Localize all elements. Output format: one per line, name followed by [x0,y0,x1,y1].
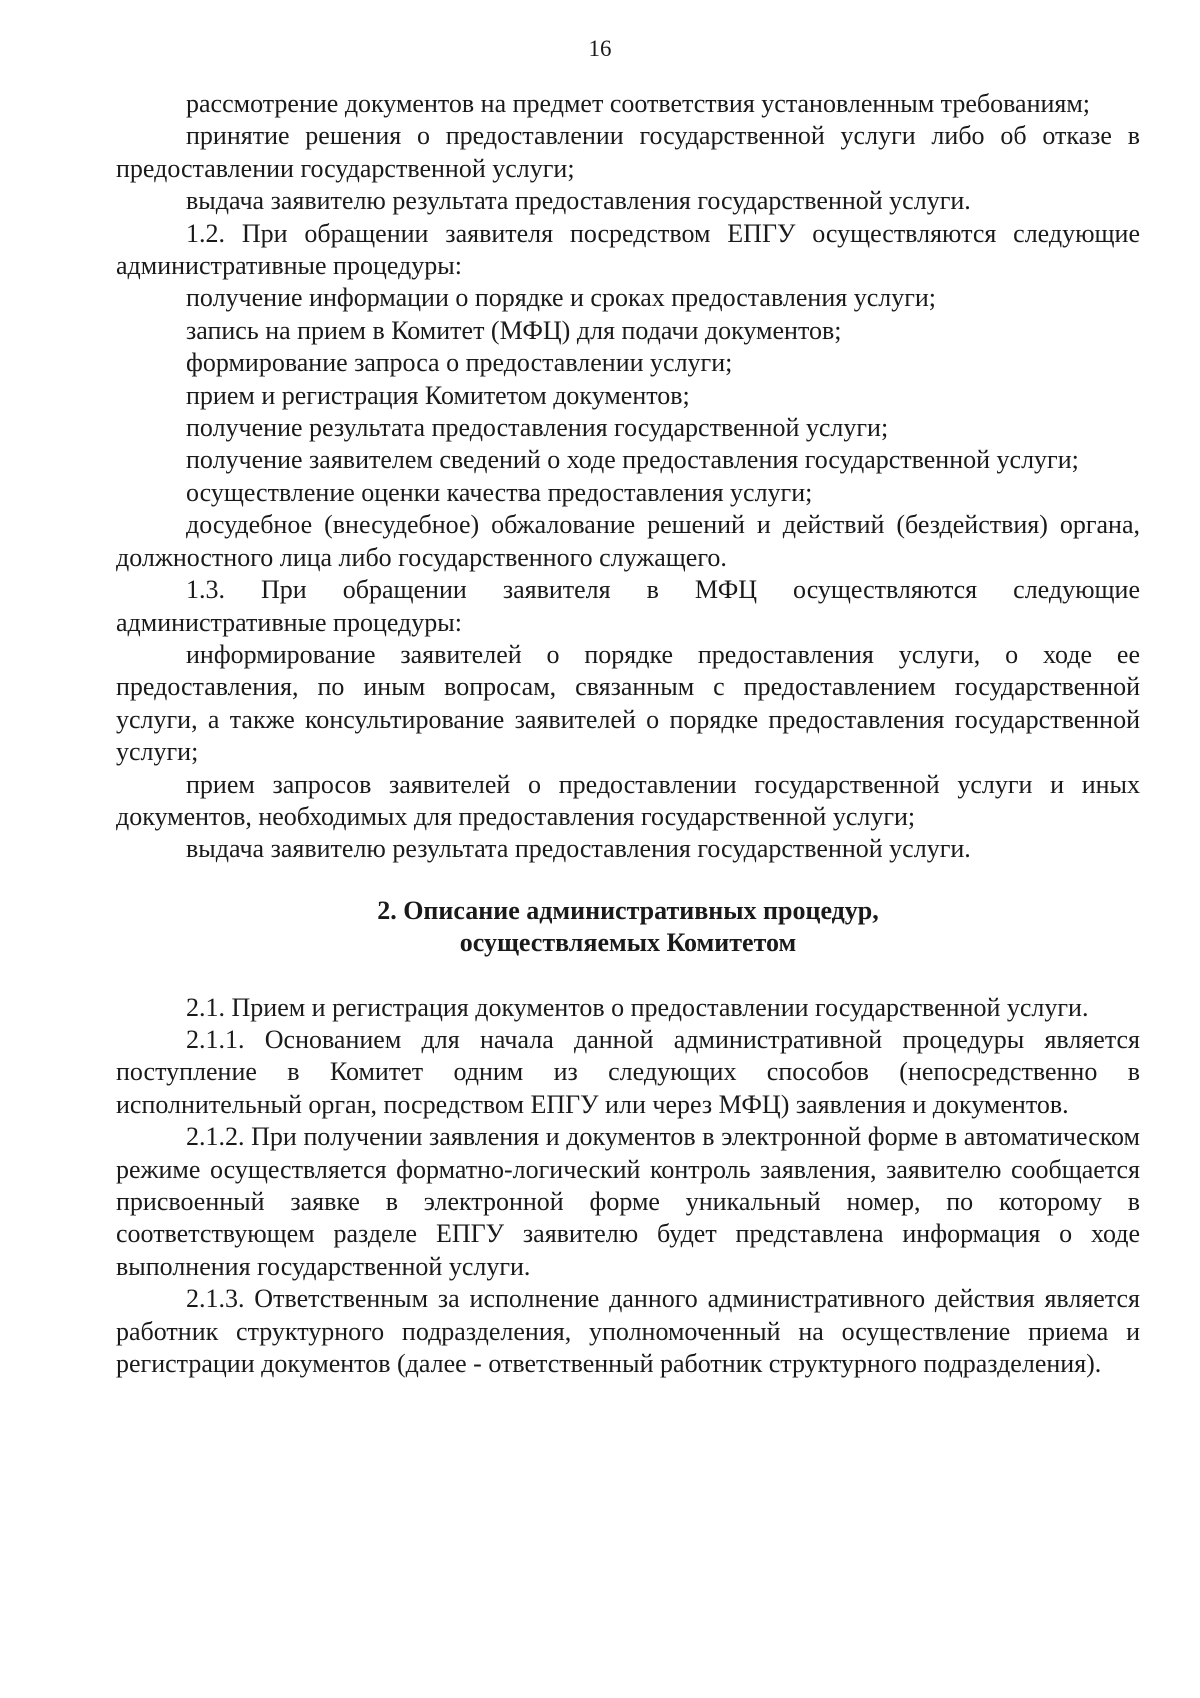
paragraph: запись на прием в Комитет (МФЦ) для подачи документов; [186,315,842,345]
paragraph: 2.1.1. Основанием для начала данной административной процедуры является поступление в Комитет одним из следующих способов (непосредственно в исполнительный орган, посредством ЕПГУ или через МФЦ) заявления и документов. [116,1024,1140,1119]
paragraph: выдача заявителю результата предоставления государственной услуги. [186,186,971,216]
section-heading-line: 2. Описание административных процедур, [377,895,879,925]
paragraph: выдача заявителю результата предоставления государственной услуги. [186,834,971,864]
paragraph: прием запросов заявителей о предоставлении государственной услуги и иных документов, необходимых для предоставления государственной услуги; [116,769,1140,831]
section-heading-line: осуществляемых Комитетом [459,928,797,958]
paragraph: принятие решения о предоставлении государственной услуги либо об отказе в предоставлении государственной услуги; [116,121,1140,183]
paragraph: осуществление оценки качества предоставления услуги; [186,477,813,507]
paragraph: информирование заявителей о порядке предоставления услуги, о ходе ее предоставления, по иным вопросам, связанным с предоставлением государственной услуги, а также консультирование заявителей о порядке предоставления государственной услуги; [116,639,1140,767]
paragraph: 2.1.3. Ответственным за исполнение данного административного действия является работник структурного подразделения, уполномоченный на осуществление приема и регистрации документов (далее - ответственный работник структурного подразделения). [116,1284,1140,1379]
paragraph: получение результата предоставления государственной услуги; [186,413,889,443]
paragraph: 2.1.2. При получении заявления и документов в электронной форме в автоматическом режиме осуществляется форматно-логический контроль заявления, заявителю сообщается присвоенный заявке в электронной форме уникальный номер, по которому в соответствующем разделе ЕПГУ заявителю будет представлена информация о ходе выполнения государственной услуги. [116,1122,1140,1281]
page-number: 16 [588,36,612,61]
paragraph: 1.3. При обращении заявителя в МФЦ осуществляются следующие административные процедуры: [116,575,1140,637]
paragraph: 2.1. Прием и регистрация документов о предоставлении государственной услуги. [186,992,1089,1022]
paragraph: 1.2. При обращении заявителя посредством ЕПГУ осуществляются следующие административные процедуры: [116,218,1140,281]
paragraph: рассмотрение документов на предмет соответствия установленным требованиям; [186,89,1091,118]
paragraph: прием и регистрация Комитетом документов; [186,380,690,410]
paragraph: получение заявителем сведений о ходе предоставления государственной услуги; [186,445,1079,475]
paragraph: формирование запроса о предоставлении услуги; [186,348,733,378]
section-heading [116,895,1140,960]
paragraph: досудебное (внесудебное) обжалование решений и действий (бездействия) органа, должностного лица либо государственного служащего. [116,510,1140,572]
document-body [116,88,1140,1380]
paragraph: получение информации о порядке и сроках предоставления услуги; [186,283,937,313]
